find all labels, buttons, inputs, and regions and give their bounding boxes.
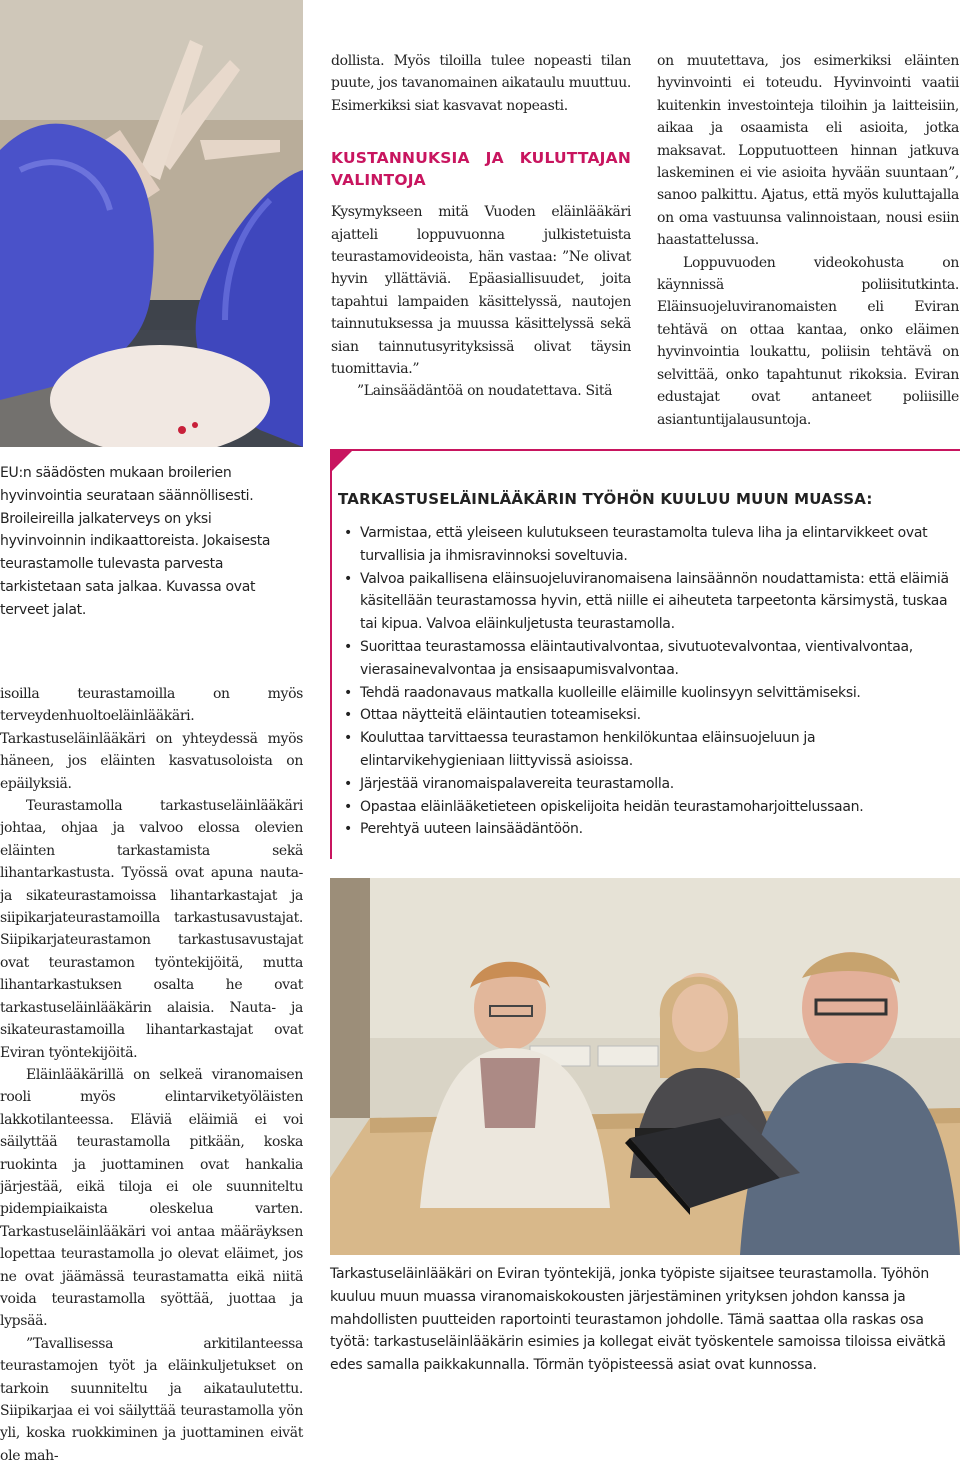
photo-office-graphic: [330, 878, 960, 1255]
photo-caption-office: Tarkastuseläinlääkäri on Eviran työntekijä, jonka työpiste sijaitsee teurastamolla. Työhön kuuluu muun muassa viranomaiskokousten järjestäminen yrityksen johdon kanssa ja mahdollisten puutteiden raportointi teurastamon johdolle. Tämä saattaa olla raskas osa työtä: tarkastuseläinlääkärin esimies ja kollegat eivät työskentele samoissa tiloissa eivätkä edes samalla paikkakunnalla. Törmän työpisteessä asiat ovat kunnossa.: [330, 1266, 946, 1374]
list-item: • Suorittaa teurastamossa eläintautivalvontaa, sivutuotevalvontaa, vientivalvontaa, vierasainevalvontaa ja ensisaapumisvalvontaa.: [338, 636, 954, 682]
paragraph: ”Tavallisessa arkitilanteessa teurastamojen työt ja eläinkuljetukset on tarkoin suunniteltu ja aikataulutettu. Siipikarjaa ei voi säilyttää teurastamolla yön yli, koska ruokkiminen ja juottaminen eivät ole mah-: [0, 1335, 303, 1464]
list-item: • Opastaa eläinlääketieteen opiskelijoita heidän teurastamoharjoittelussaan.: [338, 796, 954, 819]
info-box-title: TARKASTUSELÄINLÄÄKÄRIN TYÖHÖN KUULUU MUUN MUASSA:: [338, 490, 873, 508]
paragraph: isoilla teurastamoilla on myös terveydenhuoltoeläinlääkäri. Tarkastuseläinlääkäri on yhteydessä myös häneen, jos eläinten kasvatusoloista on epäilyksiä.: [0, 686, 303, 792]
paragraph: ”Lainsäädäntöä on noudatettava. Sitä: [357, 383, 613, 400]
paragraph: Loppuvuoden videokohusta on käynnissä poliisitutkinta. Eläinsuojeluviranomaisten eli Eviran tehtävä on ottaa kantaa, onko eläimen hyvinvointia loukattu, poliisin tehtävä on selvittää, onko tapahtunut rikoksia. Eviran edustajat ovat antaneet poliisille asiantuntijalausuntoja.: [657, 254, 959, 428]
paragraph: on muutettava, jos esimerkiksi eläinten hyvinvointi ei toteudu. Hyvinvointi vaatii kuitenkin investointeja tiloihin ja laitteisiin, aikaa ja osaamista eli asioita, jotka maksavat. Lopputuotteen hinnan jatkuva laskeminen ei vie asioita hyvään suuntaan”, sanoo palkittu. Ajatus, että myös kuluttajalla on oma vastuunsa valinnoistaan, nousi esiin haastattelussa.: [657, 53, 959, 249]
article-column-1: [0, 683, 303, 1467]
photo-chicken-feet-graphic: [0, 0, 303, 447]
info-box-content: [338, 488, 954, 841]
photo-caption-feet: EU:n säädösten mukaan broilerien hyvinvointia seurataan säännöllisesti. Broileireilla jalkaterveys on yksi hyvinvoinnin indikaattoreista. Jokaisesta teurastamolle tulevasta parvesta tarkistetaan sata jalkaa. Kuvassa ovat terveet jalat.: [0, 465, 271, 618]
paragraph: Teurastamolla tarkastuseläinlääkäri johtaa, ohjaa ja valvoo elossa olevien eläinten tarkastamista sekä lihantarkastusta. Työssä ovat apuna nauta- ja sikateurastamoissa lihantarkastajat ja siipikarjateurastamoilla tarkastusavustajat. Siipikarjateurastamon tarkastusavustajat ovat teurastamon työntekijöitä, mutta lihantarkastuksen osalta he ovat tarkastuseläinlääkärin alaisia. Nauta- ja sikateurastamoilla lihantarkastajat ovat Eviran työntekijöitä.: [0, 798, 303, 1061]
paragraph: Kysymykseen mitä Vuoden eläinlääkäri ajatteli loppuvuonna julkistetuista teurastamovideoista, hän vastaa: ”Ne olivat hyvin yllättäviä. Epäasiallisuudet, joita tapahtui lampaiden käsittelyssä, nautojen tainnutuksessa ja muussa käsittelyssä sekä sian tainnutusyrityksissä olivat täysin tuomittavia.”: [331, 204, 631, 378]
photo-office-meeting: [330, 878, 960, 1255]
duty-list: [338, 522, 954, 841]
list-item: • Valvoa paikallisena eläinsuojeluviranomaisena lainsäännön noudattamista: että eläimiä käsitellään teurastamossa hyvin, että niille ei aiheuteta tarpeetonta kärsimystä, tuskaa tai kipua. Valvoa eläinkuljetusta teurastamolla.: [338, 568, 954, 636]
paragraph: dollista. Myös tiloilla tulee nopeasti tilan puute, jos tavanomainen aikataulu muuttuu. Esimerkiksi siat kasvavat nopeasti.: [331, 53, 631, 114]
list-item: • Perehtyä uuteen lainsäädäntöön.: [338, 818, 954, 841]
article-column-3: [657, 50, 959, 431]
photo-chicken-feet: [0, 0, 303, 447]
list-item: • Kouluttaa tarvittaessa teurastamon henkilökuntaa eläinsuojeluun ja elintarvikehygieniaan liittyvissä asioissa.: [338, 727, 954, 773]
paragraph: Eläinlääkärillä on selkeä viranomaisen rooli myös elintarviketyöläisten lakkotilanteessa. Eläviä eläimiä ei voi säilyttää teurastamolla pitkään, koska ruokinta ja juottaminen ovat hankalia järjestää, eikä tiloja ei ole suunniteltu pidempiaikaista oleskelua varten. Tarkastuseläinlääkäri voi antaa määräyksen lopettaa teurastamolla jo olevat eläimet, jos ne ovat jäämässä teurastamatta eikä niitä voida teurastamolla syöttää, juottaa ja lypsää.: [0, 1066, 303, 1330]
box-corner-accent: [330, 449, 354, 473]
section-heading: KUSTANNUKSIA JA KULUTTAJAN VALINTOJA: [331, 149, 631, 190]
article-column-2: [331, 50, 631, 403]
list-item: • Järjestää viranomaispalavereita teurastamolla.: [338, 773, 954, 796]
list-item: • Varmistaa, että yleiseen kulutukseen teurastamolta tuleva liha ja elintarvikkeet ovat turvallisia ja ihmisravinnoksi soveltuvia.: [338, 522, 954, 568]
list-item: • Tehdä raadonavaus matkalla kuolleille eläimille kuolinsyyn selvittämiseksi.: [338, 682, 954, 705]
list-item: • Ottaa näytteitä eläintautien toteamiseksi.: [338, 704, 954, 727]
